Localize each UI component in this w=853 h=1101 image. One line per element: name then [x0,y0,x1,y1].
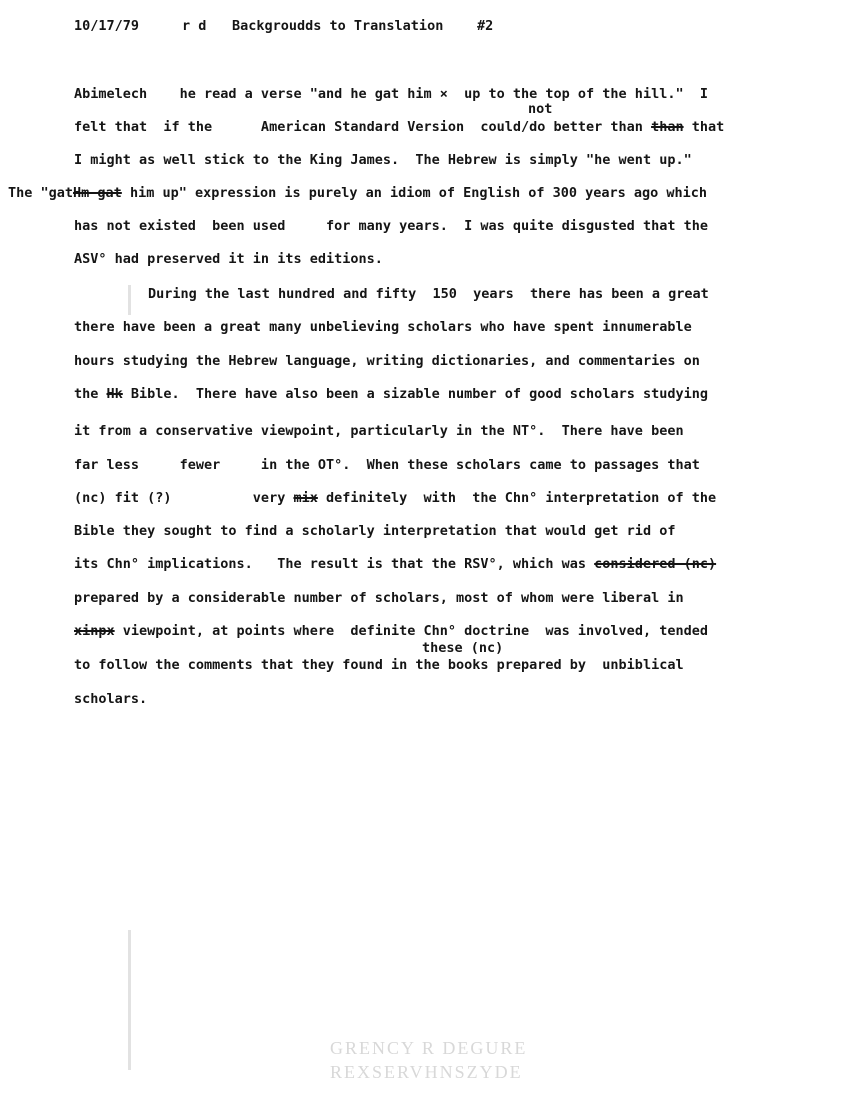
header-title: Backgroudds to Translation [232,18,444,34]
text-line-15: its Chn° implications. The result is that the RSV°, which was considered (nc) [74,556,717,572]
text-line-14: Bible they sought to find a scholarly interpretation that would get rid of [74,523,676,539]
header-date: 10/17/79 [74,18,140,34]
text-line-4: The "gatHm gat him up" expression is purely an idiom of English of 300 years ago which [8,185,708,201]
text-line-3: I might as well stick to the King James. The Hebrew is simply "he went up." [74,152,692,168]
text-line-9: hours studying the Hebrew language, writing dictionaries, and commentaries on [74,353,700,369]
text-line-8: there have been a great many unbelieving scholars who have spent innumerable [74,319,692,335]
struck-word: mix [293,490,318,506]
scan-artifact [128,930,131,1070]
text-line-16: prepared by a considerable number of scholars, most of whom were liberal in [74,590,684,606]
text-line-19: scholars. [74,691,148,707]
text-line-6: ASV° had preserved it in its editions. [74,251,383,267]
text-line-11: it from a conservative viewpoint, particularly in the NT°. There have been [74,423,684,439]
struck-word: Hm gat [73,185,122,201]
struck-phrase: considered (nc) [594,556,717,572]
interlinear-these-nc: these (nc) [422,640,504,656]
text-line-1: Abimelech he read a verse "and he gat him × up to the top of the hill." I [74,86,708,102]
text-line-17: xinpx viewpoint, at points where definite Chn° doctrine was involved, tended [74,623,708,639]
struck-word: Hk [106,386,123,402]
header-initials: r d [182,18,207,34]
text-line-5: has not existed been used for many years. I was quite disgusted that the [74,218,708,234]
scan-artifact [128,285,131,315]
bleed-through-stamp-line1: GRENCY R DEGURE [330,1038,528,1058]
text-line-12: far less fewer in the OT°. When these scholars came to passages that [74,457,700,473]
text-line-13: (nc) fit (?) very mix definitely with the Chn° interpretation of the [74,490,717,506]
text-line-7: During the last hundred and fifty 150 years there has been a great [148,286,709,302]
bleed-through-stamp-line2: REXSERVHNSZYDE [330,1062,523,1082]
interlinear-not: not [528,101,553,117]
struck-word: than [651,119,684,135]
text-line-2: felt that if the American Standard Version could/do better than than that [74,119,725,135]
text-line-18: to follow the comments that they found in the books prepared by unbiblical [74,657,684,673]
struck-word: xinpx [74,623,115,639]
text-line-10: the Hk Bible. There have also been a sizable number of good scholars studying [74,386,708,402]
header-number: #2 [477,18,494,34]
